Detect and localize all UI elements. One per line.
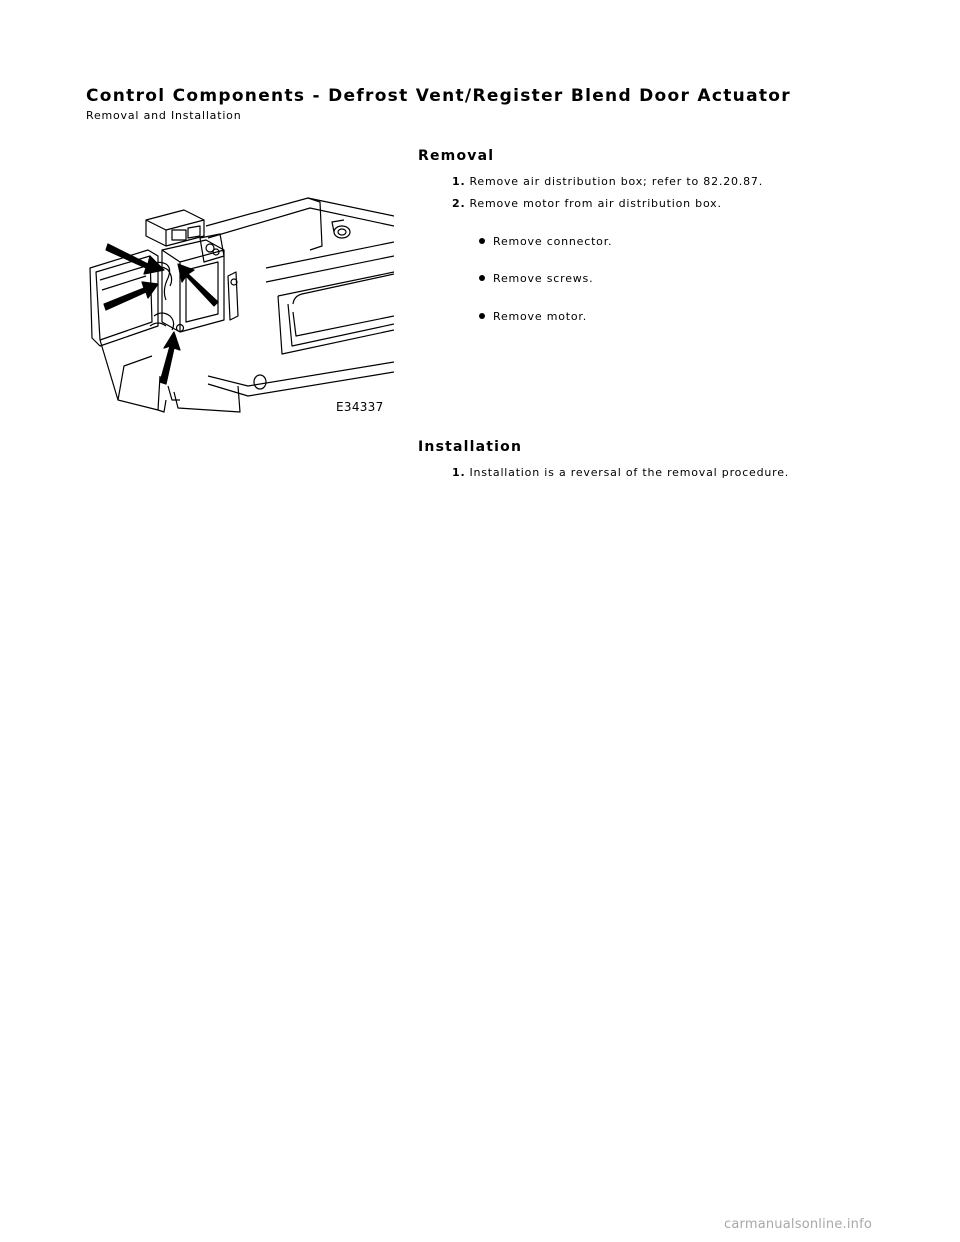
step-text: Remove motor from air distribution box. — [469, 197, 722, 210]
figure-label: E34337 — [336, 400, 384, 414]
actuator-illustration — [88, 186, 394, 418]
bullet-icon — [479, 275, 485, 281]
bullet-item — [479, 310, 587, 323]
step-number: 1. — [452, 466, 466, 479]
installation-heading: Installation — [418, 439, 523, 455]
bullet-item — [479, 235, 612, 248]
bullet-item — [479, 272, 593, 285]
step-number: 2. — [452, 197, 466, 210]
installation-step-1 — [452, 466, 789, 479]
bullet-text: Remove motor. — [493, 310, 588, 323]
bullet-text: Remove connector. — [493, 235, 613, 248]
step-text: Installation is a reversal of the removal procedure. — [469, 466, 790, 479]
step-text: Remove air distribution box; refer to 82.20.87. — [469, 175, 763, 188]
bullet-text: Remove screws. — [493, 272, 594, 285]
removal-step-2 — [452, 197, 722, 210]
page-subtitle: Removal and Installation — [86, 109, 242, 122]
removal-heading: Removal — [418, 148, 495, 164]
removal-step-1 — [452, 175, 763, 188]
bullet-icon — [479, 238, 485, 244]
page-title: Control Components - Defrost Vent/Register Blend Door Actuator — [86, 86, 791, 106]
watermark[interactable]: carmanualsonline.info — [724, 1217, 873, 1232]
step-number: 1. — [452, 175, 466, 188]
bullet-icon — [479, 313, 485, 319]
